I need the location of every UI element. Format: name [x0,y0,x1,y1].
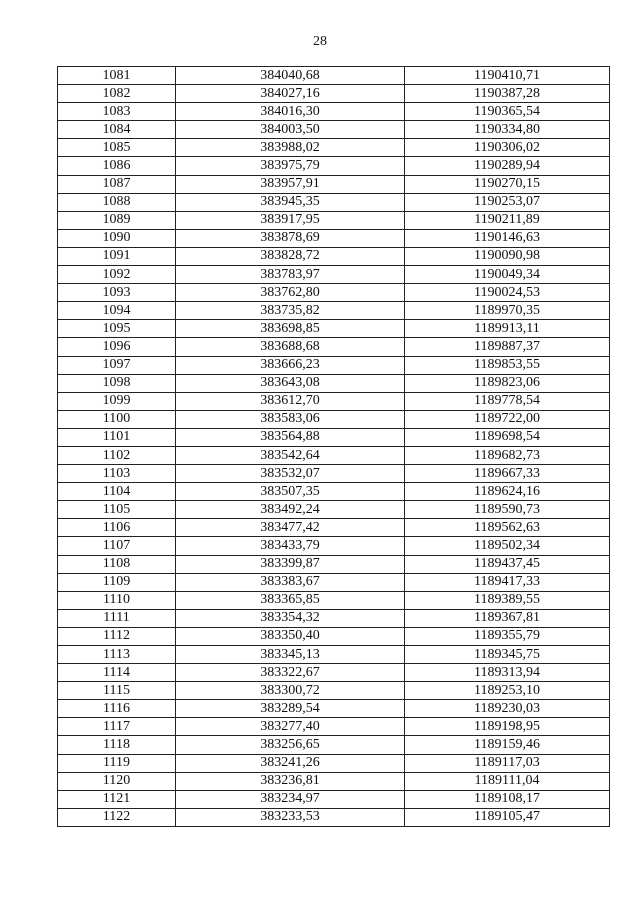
y-coordinate-cell: 1189355,79 [405,627,610,645]
y-coordinate-cell: 1190049,34 [405,266,610,284]
y-coordinate-cell: 1189159,46 [405,736,610,754]
y-coordinate-cell: 1190387,28 [405,85,610,103]
table-row [58,410,610,428]
x-coordinate-cell: 383957,91 [176,175,405,193]
point-number-cell: 1108 [58,555,176,573]
table-row [58,501,610,519]
point-number-cell: 1111 [58,609,176,627]
y-coordinate-cell: 1189345,75 [405,646,610,664]
table-row [58,555,610,573]
x-coordinate-cell: 383354,32 [176,609,405,627]
x-coordinate-cell: 383289,54 [176,700,405,718]
point-number-cell: 1094 [58,302,176,320]
y-coordinate-cell: 1190024,53 [405,284,610,302]
y-coordinate-cell: 1189590,73 [405,501,610,519]
point-number-cell: 1090 [58,229,176,247]
x-coordinate-cell: 383233,53 [176,808,405,826]
table-row [58,682,610,700]
x-coordinate-cell: 383507,35 [176,483,405,501]
table-row [58,609,610,627]
x-coordinate-cell: 383975,79 [176,157,405,175]
point-number-cell: 1112 [58,627,176,645]
point-number-cell: 1104 [58,483,176,501]
table-row [58,772,610,790]
point-number-cell: 1089 [58,211,176,229]
page-number: 28 [313,34,327,49]
point-number-cell: 1116 [58,700,176,718]
x-coordinate-cell: 384016,30 [176,103,405,121]
y-coordinate-cell: 1189253,10 [405,682,610,700]
x-coordinate-cell: 383945,35 [176,193,405,211]
y-coordinate-cell: 1190270,15 [405,175,610,193]
x-coordinate-cell: 383688,68 [176,338,405,356]
x-coordinate-cell: 383583,06 [176,410,405,428]
table-row [58,537,610,555]
point-number-cell: 1098 [58,374,176,392]
x-coordinate-cell: 383241,26 [176,754,405,772]
point-number-cell: 1086 [58,157,176,175]
y-coordinate-cell: 1190211,89 [405,211,610,229]
point-number-cell: 1106 [58,519,176,537]
table-row [58,175,610,193]
x-coordinate-cell: 383234,97 [176,790,405,808]
point-number-cell: 1107 [58,537,176,555]
point-number-cell: 1095 [58,320,176,338]
point-number-cell: 1093 [58,284,176,302]
x-coordinate-cell: 383878,69 [176,229,405,247]
point-number-cell: 1100 [58,410,176,428]
y-coordinate-cell: 1190253,07 [405,193,610,211]
point-number-cell: 1103 [58,465,176,483]
x-coordinate-cell: 383477,42 [176,519,405,537]
table-row [58,211,610,229]
point-number-cell: 1120 [58,772,176,790]
x-coordinate-cell: 383236,81 [176,772,405,790]
table-row [58,157,610,175]
y-coordinate-cell: 1189117,03 [405,754,610,772]
y-coordinate-cell: 1189778,54 [405,392,610,410]
x-coordinate-cell: 383783,97 [176,266,405,284]
x-coordinate-cell: 383433,79 [176,537,405,555]
y-coordinate-cell: 1189722,00 [405,410,610,428]
y-coordinate-cell: 1190289,94 [405,157,610,175]
table-row [58,103,610,121]
point-number-cell: 1110 [58,591,176,609]
table-row [58,428,610,446]
point-number-cell: 1099 [58,392,176,410]
x-coordinate-cell: 383564,88 [176,428,405,446]
x-coordinate-cell: 383322,67 [176,664,405,682]
y-coordinate-cell: 1190090,98 [405,247,610,265]
point-number-cell: 1101 [58,428,176,446]
x-coordinate-cell: 384027,16 [176,85,405,103]
table-row [58,193,610,211]
x-coordinate-cell: 384040,68 [176,67,405,85]
point-number-cell: 1097 [58,356,176,374]
coordinates-table [57,66,610,827]
point-number-cell: 1092 [58,266,176,284]
x-coordinate-cell: 383643,08 [176,374,405,392]
point-number-cell: 1085 [58,139,176,157]
point-number-cell: 1087 [58,175,176,193]
point-number-cell: 1091 [58,247,176,265]
point-number-cell: 1119 [58,754,176,772]
y-coordinate-cell: 1189913,11 [405,320,610,338]
table-row [58,338,610,356]
x-coordinate-cell: 383612,70 [176,392,405,410]
y-coordinate-cell: 1189437,45 [405,555,610,573]
y-coordinate-cell: 1189389,55 [405,591,610,609]
y-coordinate-cell: 1189108,17 [405,790,610,808]
x-coordinate-cell: 383399,87 [176,555,405,573]
table-row [58,627,610,645]
point-number-cell: 1117 [58,718,176,736]
table-row [58,483,610,501]
x-coordinate-cell: 383666,23 [176,356,405,374]
x-coordinate-cell: 383735,82 [176,302,405,320]
y-coordinate-cell: 1189823,06 [405,374,610,392]
table-row [58,139,610,157]
x-coordinate-cell: 383365,85 [176,591,405,609]
table-row [58,85,610,103]
point-number-cell: 1082 [58,85,176,103]
point-number-cell: 1096 [58,338,176,356]
x-coordinate-cell: 383277,40 [176,718,405,736]
x-coordinate-cell: 384003,50 [176,121,405,139]
y-coordinate-cell: 1189417,33 [405,573,610,591]
table-row [58,67,610,85]
table-row [58,247,610,265]
y-coordinate-cell: 1190306,02 [405,139,610,157]
x-coordinate-cell: 383532,07 [176,465,405,483]
x-coordinate-cell: 383383,67 [176,573,405,591]
table-row [58,465,610,483]
table-row [58,573,610,591]
table-row [58,591,610,609]
y-coordinate-cell: 1189853,55 [405,356,610,374]
y-coordinate-cell: 1189198,95 [405,718,610,736]
y-coordinate-cell: 1189562,63 [405,519,610,537]
point-number-cell: 1118 [58,736,176,754]
y-coordinate-cell: 1189887,37 [405,338,610,356]
x-coordinate-cell: 383492,24 [176,501,405,519]
table-row [58,736,610,754]
coordinates-table-body [58,67,610,827]
y-coordinate-cell: 1189667,33 [405,465,610,483]
x-coordinate-cell: 383345,13 [176,646,405,664]
table-row [58,646,610,664]
table-row [58,519,610,537]
x-coordinate-cell: 383300,72 [176,682,405,700]
table-row [58,266,610,284]
y-coordinate-cell: 1189230,03 [405,700,610,718]
point-number-cell: 1105 [58,501,176,519]
x-coordinate-cell: 383917,95 [176,211,405,229]
point-number-cell: 1122 [58,808,176,826]
table-row [58,446,610,464]
point-number-cell: 1081 [58,67,176,85]
table-row [58,664,610,682]
y-coordinate-cell: 1190334,80 [405,121,610,139]
x-coordinate-cell: 383350,40 [176,627,405,645]
y-coordinate-cell: 1189111,04 [405,772,610,790]
table-row [58,392,610,410]
point-number-cell: 1088 [58,193,176,211]
point-number-cell: 1102 [58,446,176,464]
y-coordinate-cell: 1189502,34 [405,537,610,555]
point-number-cell: 1114 [58,664,176,682]
table-row [58,808,610,826]
point-number-cell: 1113 [58,646,176,664]
y-coordinate-cell: 1189698,54 [405,428,610,446]
point-number-cell: 1121 [58,790,176,808]
table-row [58,374,610,392]
y-coordinate-cell: 1190146,63 [405,229,610,247]
x-coordinate-cell: 383256,65 [176,736,405,754]
point-number-cell: 1115 [58,682,176,700]
y-coordinate-cell: 1190365,54 [405,103,610,121]
table-row [58,718,610,736]
y-coordinate-cell: 1189970,35 [405,302,610,320]
x-coordinate-cell: 383762,80 [176,284,405,302]
x-coordinate-cell: 383698,85 [176,320,405,338]
point-number-cell: 1083 [58,103,176,121]
y-coordinate-cell: 1189682,73 [405,446,610,464]
y-coordinate-cell: 1189367,81 [405,609,610,627]
table-row [58,790,610,808]
table-row [58,229,610,247]
table-row [58,121,610,139]
table-row [58,302,610,320]
y-coordinate-cell: 1189624,16 [405,483,610,501]
x-coordinate-cell: 383988,02 [176,139,405,157]
table-row [58,284,610,302]
table-row [58,320,610,338]
y-coordinate-cell: 1189105,47 [405,808,610,826]
point-number-cell: 1109 [58,573,176,591]
table-row [58,700,610,718]
y-coordinate-cell: 1189313,94 [405,664,610,682]
y-coordinate-cell: 1190410,71 [405,67,610,85]
x-coordinate-cell: 383828,72 [176,247,405,265]
x-coordinate-cell: 383542,64 [176,446,405,464]
point-number-cell: 1084 [58,121,176,139]
table-row [58,356,610,374]
table-row [58,754,610,772]
